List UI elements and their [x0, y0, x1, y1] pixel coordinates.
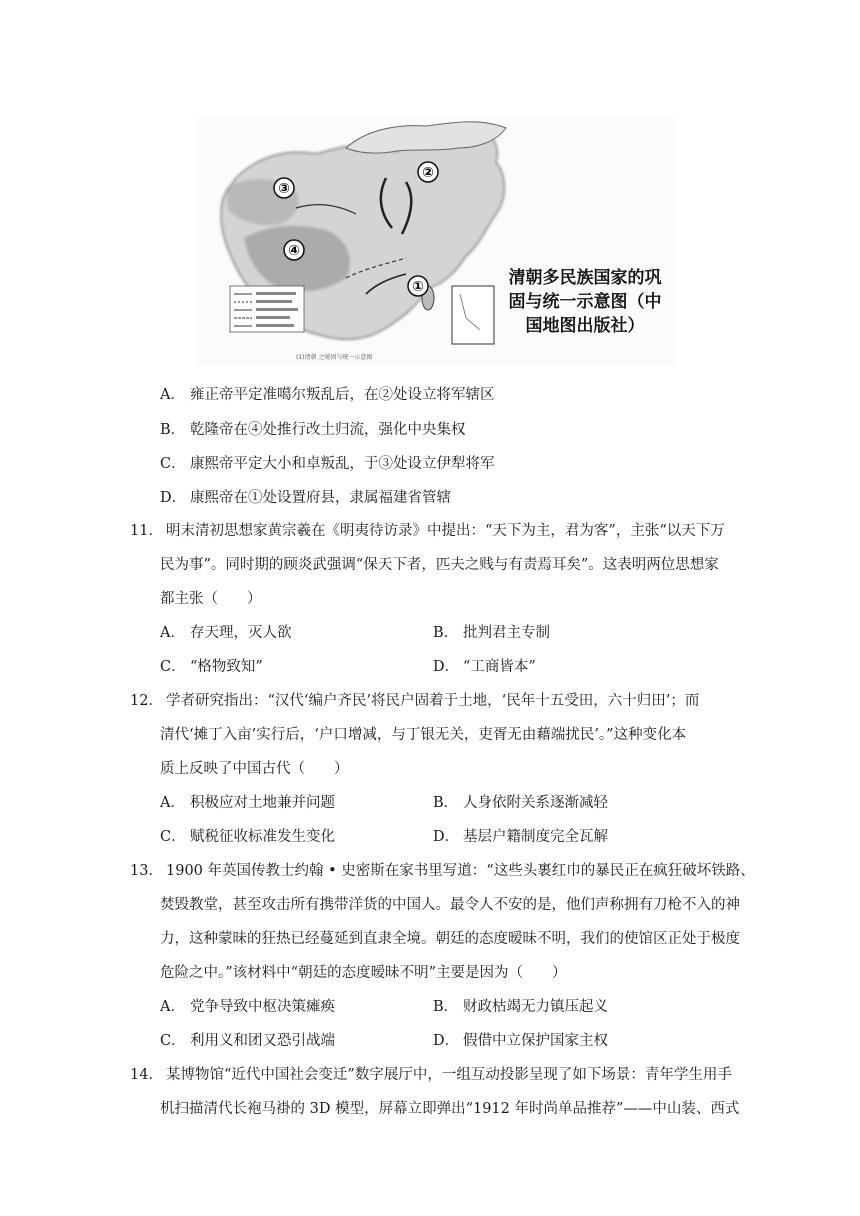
q11-stem-line-3: 都主张（ ）	[160, 591, 262, 607]
option-text: 财政枯竭无力镇压起义	[463, 999, 608, 1015]
map-caption-line: 清朝多民族国家的巩	[508, 268, 662, 288]
map-caption-line: 固与统一示意图（中	[508, 292, 662, 312]
option-label: A．	[160, 795, 185, 811]
option-label: C．	[160, 456, 186, 472]
option-text: 康熙帝在①处设置府县，隶属福建省管辖	[190, 490, 451, 506]
option-text: 假借中立保护国家主权	[463, 1033, 608, 1049]
option-text: 雍正帝平定准噶尔叛乱后，在②处设立将军辖区	[190, 387, 495, 403]
q11-option-d	[433, 655, 536, 676]
q11-option-b	[433, 621, 550, 642]
option-text: 乾隆帝在④处推行改土归流，强化中央集权	[190, 422, 466, 438]
option-text: 积极应对土地兼并问题	[190, 795, 335, 811]
marker-3: ③	[278, 181, 290, 197]
marker-1: ①	[412, 279, 424, 295]
marker-2: ②	[422, 165, 434, 181]
q12-stem-line-2: 清代‘摊丁入亩’实行后，‘户口增减，与丁银无关，吏胥无由藉端扰民’。”这种变化本	[160, 727, 687, 743]
question-number: 12．	[130, 693, 163, 709]
q13-option-d	[433, 1029, 608, 1050]
q11-option-c	[160, 655, 263, 676]
option-label: A．	[160, 625, 185, 641]
q13-stem-line-2: 焚毁教堂，甚至攻击所有携带洋货的中国人。最令人不安的是，他们声称拥有刀枪不入的神	[160, 897, 740, 913]
q10-option-a	[160, 383, 495, 404]
option-label: D．	[433, 829, 460, 845]
option-label: A．	[160, 387, 185, 403]
map-mini-caption: (1)清朝 之统固与统一示意图	[296, 354, 373, 361]
q13-option-b	[433, 995, 608, 1016]
option-text: 党争导致中枢决策瘫痪	[190, 999, 335, 1015]
option-text: 康熙帝平定大小和卓叛乱，于③处设立伊犁将军	[190, 456, 495, 472]
option-text: 人身依附关系逐渐减轻	[463, 795, 608, 811]
q12-option-d	[433, 825, 608, 846]
q11-stem-line-2: 民为事”。同时期的顾炎武强调“保天下者，匹夫之贱与有责焉耳矣”。这表明两位思想家	[160, 557, 719, 573]
question-text: 学者研究指出：“汉代‘编户齐民’将民户固着于土地，‘民年十五受田，六十归田’；而	[166, 693, 700, 709]
question-text: 明末清初思想家黄宗羲在《明夷待访录》中提出：“天下为主，君为客”，主张“以天下万	[166, 523, 725, 539]
map-caption-line: 国地图出版社）	[525, 316, 645, 336]
south-sea-inset	[452, 286, 494, 344]
q14-stem-line-1	[130, 1063, 732, 1084]
option-label: B．	[433, 999, 459, 1015]
q12-option-b	[433, 791, 608, 812]
q13-stem-line-1	[130, 859, 755, 880]
option-label: D．	[433, 1033, 460, 1049]
q12-option-a	[160, 791, 335, 812]
q10-option-c	[160, 452, 495, 473]
option-text: 存天理，灭人欲	[190, 625, 292, 641]
q12-stem-line-3: 质上反映了中国古代（ ）	[160, 761, 349, 777]
question-number: 11．	[130, 523, 163, 539]
q11-option-a	[160, 621, 292, 642]
option-label: C．	[160, 829, 186, 845]
q14-stem-line-2: 机扫描清代长袍马褂的 3D 模型，屏幕立即弹出“1912 年时尚单品推荐”——中山装、西式	[160, 1101, 740, 1117]
option-label: B．	[160, 422, 186, 438]
option-label: D．	[160, 490, 187, 506]
marker-4: ④	[288, 243, 300, 259]
option-label: B．	[433, 625, 459, 641]
option-text: “工商皆本”	[463, 659, 536, 675]
question-text: 1900 年英国传教士约翰 • 史密斯在家书里写道：“这些头裹红巾的暴民正在疯狂破坏铁路、	[166, 863, 755, 879]
option-label: A．	[160, 999, 185, 1015]
question-number: 14．	[130, 1067, 163, 1083]
option-text: 利用义和团又恐引战端	[190, 1033, 335, 1049]
option-label: C．	[160, 1033, 186, 1049]
q13-option-c	[160, 1029, 335, 1050]
option-text: “格物致知”	[190, 659, 263, 675]
option-label: D．	[433, 659, 460, 675]
q11-stem-line-1	[130, 519, 725, 540]
q10-option-b	[160, 418, 466, 439]
q12-option-c	[160, 825, 335, 846]
option-text: 批判君主专制	[463, 625, 550, 641]
q13-stem-line-3: 力，这种蒙昧的狂热已经蔓延到直隶全境。朝廷的态度暧昧不明，我们的使馆区正处于极度	[160, 931, 740, 947]
map-caption	[500, 266, 670, 338]
q12-stem-line-1	[130, 689, 699, 710]
question-number: 13．	[130, 863, 163, 879]
option-label: C．	[160, 659, 186, 675]
question-text: 某博物馆“近代中国社会变迁”数字展厅中，一组互动投影呈现了如下场景：青年学生用手	[166, 1067, 732, 1083]
q13-option-a	[160, 995, 335, 1016]
option-label: B．	[433, 795, 459, 811]
option-text: 基层户籍制度完全瓦解	[463, 829, 608, 845]
option-text: 赋税征收标准发生变化	[190, 829, 335, 845]
q13-stem-line-4: 危险之中。”该材料中“朝廷的态度暧昧不明”主要是因为（ ）	[160, 965, 567, 981]
q10-option-d	[160, 486, 451, 507]
